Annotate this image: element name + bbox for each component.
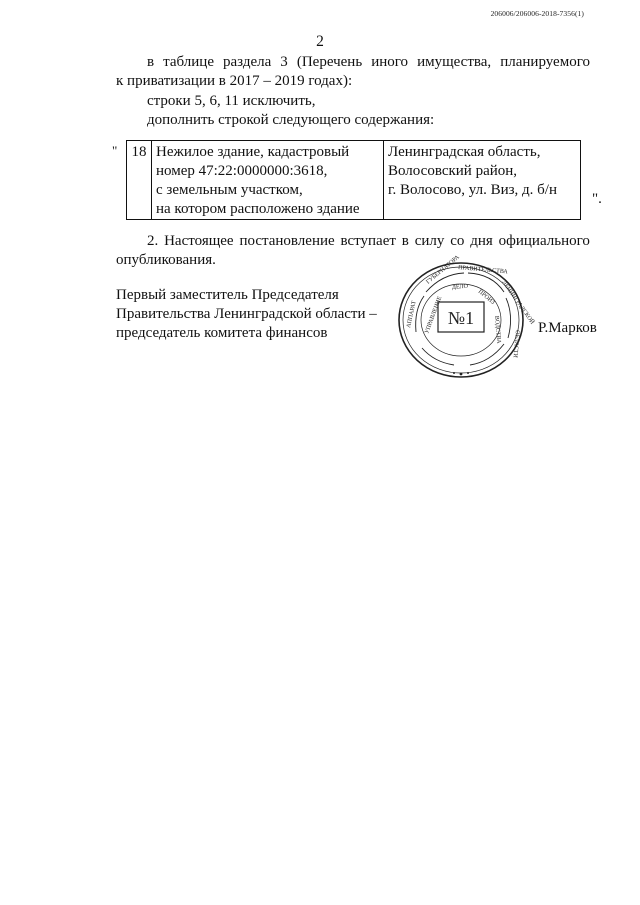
- address-cell: Ленинградская область, Волосовский район, г. Волосово, ул. Виз, д. б/н: [384, 141, 581, 220]
- row-number-cell: 18: [127, 141, 152, 220]
- paragraph-effective-line-2: опубликования.: [116, 252, 216, 268]
- svg-text:ПРАВИТЕЛЬСТВА: ПРАВИТЕЛЬСТВА: [457, 265, 508, 276]
- svg-text:УПРАВЛЕНИЕ: УПРАВЛЕНИЕ: [424, 295, 444, 335]
- inserted-row-block: [112, 140, 612, 218]
- table-row: [127, 141, 581, 220]
- page-number: 2: [316, 33, 324, 50]
- svg-text:ГУБЕРНАТОРА: ГУБЕРНАТОРА: [425, 254, 461, 286]
- signatory-name: Р.Марков: [538, 320, 597, 336]
- paragraph-amendment-line-2: к приватизации в 2017 – 2019 годах):: [116, 73, 353, 89]
- description-cell: Нежилое здание, кадастровый номер 47:22:0000000:3618, с земельным участком, на котором расположено здание: [152, 141, 384, 220]
- paragraph-amendment: [116, 53, 590, 91]
- open-quote: ": [112, 143, 118, 158]
- svg-text:ДЕЛО: ДЕЛО: [451, 283, 469, 291]
- property-table: [126, 140, 581, 220]
- official-stamp: [394, 254, 535, 382]
- svg-text:ВОДСТВА: ВОДСТВА: [493, 315, 502, 344]
- close-quote: ".: [592, 191, 602, 207]
- svg-text:ЛЕНИНГРАДСКОЙ: ЛЕНИНГРАДСКОЙ: [500, 279, 535, 326]
- line-remove-rows: строки 5, 6, 11 исключить,: [147, 93, 316, 109]
- document-id: 206006/206006-2018-7356(1): [490, 9, 584, 18]
- svg-text:АППАРАТ: АППАРАТ: [406, 300, 418, 329]
- line-add-row: дополнить строкой следующего содержания:: [147, 112, 435, 128]
- paragraph-amendment-line-1: в таблице раздела 3 (Перечень иного имущества, планируемого: [147, 54, 590, 70]
- svg-text:№1: №1: [447, 308, 475, 328]
- svg-text:ПРОИЗ: ПРОИЗ: [476, 288, 496, 307]
- signatory-position: Первый заместитель Председателя Правительства Ленинградской области – председатель комитета финансов: [116, 287, 377, 341]
- paragraph-effective-line-1: 2. Настоящее постановление вступает в силу со дня официального: [147, 233, 590, 249]
- svg-text:ОБЛАСТИ: ОБЛАСТИ: [511, 329, 520, 358]
